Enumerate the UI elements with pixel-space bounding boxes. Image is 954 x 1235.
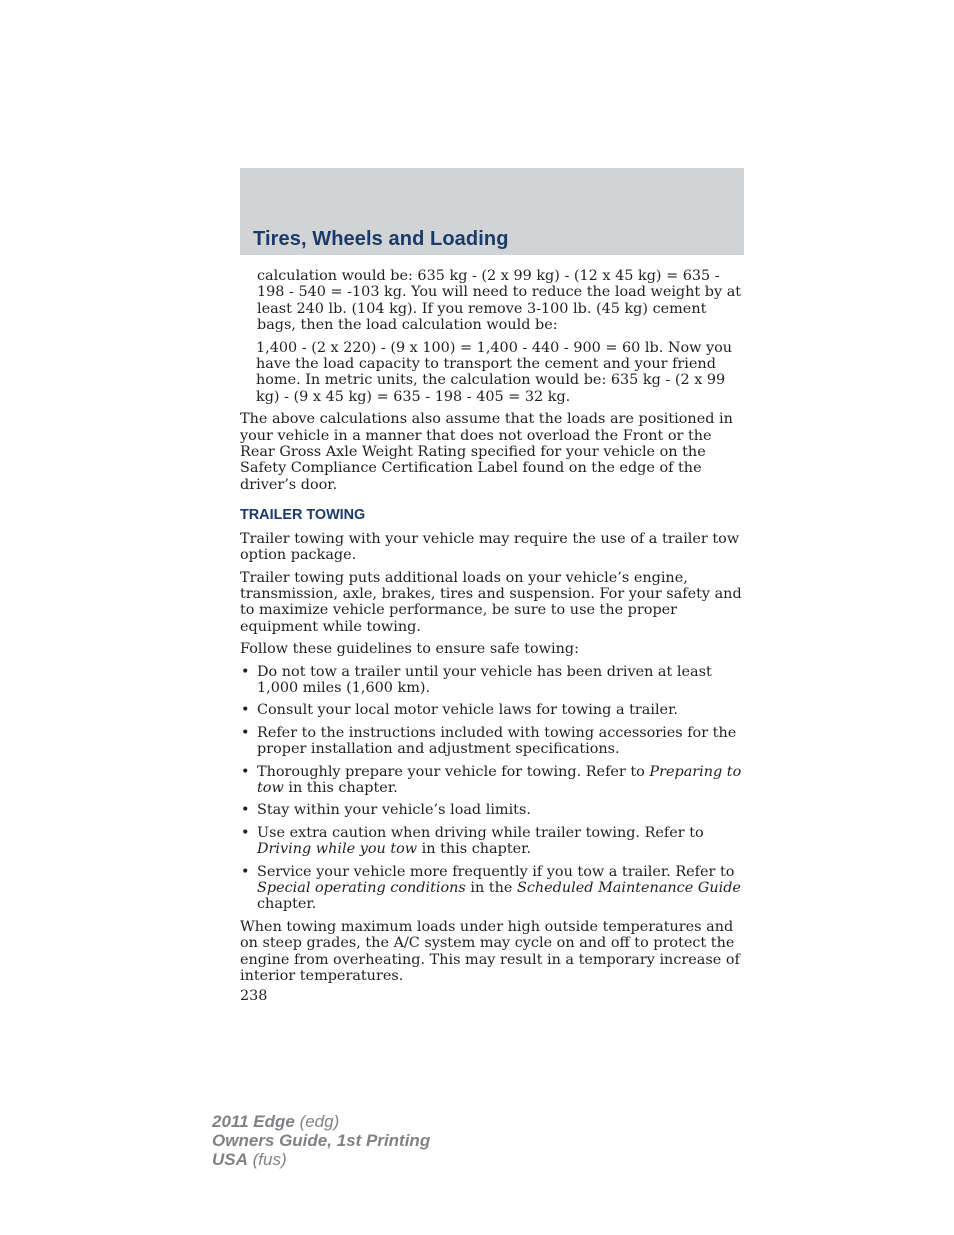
- list-item: [240, 702, 742, 718]
- footer-line-market: [212, 1150, 430, 1169]
- trailer-towing-heading: TRAILER TOWING: [240, 507, 366, 524]
- page-content: [240, 268, 742, 1005]
- guidelines-lead-paragraph: Follow these guidelines to ensure safe towing:: [240, 641, 579, 658]
- list-item: [240, 864, 742, 913]
- bullet-icon: •: [241, 702, 250, 719]
- list-item-text: in this chapter.: [283, 779, 398, 796]
- footer-market: USA: [212, 1150, 248, 1169]
- bullet-icon: •: [241, 802, 250, 819]
- list-item-text: Do not tow a trailer until your vehicle has been driven at least 1,000 miles (1,600 km).: [257, 663, 712, 696]
- cross-reference-driving-while-you-tow: Driving while you tow: [257, 841, 418, 858]
- bullet-icon: •: [241, 763, 250, 780]
- closing-paragraph: When towing maximum loads under high outside temperatures and on steep grades, the A/C system may cycle on and off to protect the engine from overheating. This may result in a temporary increase of interior temperatures.: [240, 918, 740, 985]
- list-item-text: Consult your local motor vehicle laws for towing a trailer.: [257, 702, 678, 719]
- bullet-icon: •: [241, 724, 250, 741]
- cross-reference-preparing-to-tow: Preparing to tow: [257, 763, 742, 796]
- cross-reference-special-operating-conditions: Special operating conditions: [257, 880, 466, 896]
- cross-reference-scheduled-maintenance-guide: Scheduled Maintenance Guide: [516, 880, 741, 896]
- list-item-text: Refer to the instructions included with towing accessories for the proper installation and adjustment specifications.: [257, 724, 737, 758]
- calculation-paragraph-2: 1,400 - (2 x 220) - (9 x 100) = 1,400 - 440 - 900 = 60 lb. Now you have the load capacity to transport the cement and your friend home. In metric units, the calculation would be: 635 kg - (2 x 99 kg) - (9 x 45 kg) = 635 - 198 - 405 = 32 kg.: [256, 339, 733, 405]
- tow-intro-paragraph-1: Trailer towing with your vehicle may require the use of a trailer tow option package.: [240, 530, 740, 564]
- list-item-text: Service your vehicle more frequently if you tow a trailer. Refer to: [257, 863, 735, 880]
- page-number: 238: [240, 988, 268, 1005]
- list-item: [240, 725, 742, 758]
- document-footer: [212, 1112, 430, 1169]
- list-item: [240, 825, 742, 858]
- list-item-text: Stay within your vehicle’s load limits.: [257, 802, 531, 819]
- tow-intro-paragraph-2: Trailer towing puts additional loads on your vehicle’s engine, transmission, axle, brakes, tires and suspension. For your safety and to maximize vehicle performance, be sure to use the proper equipment while towing.: [240, 569, 742, 635]
- list-item: [240, 802, 742, 818]
- footer-model-year: 2011 Edge: [212, 1112, 295, 1131]
- calculation-paragraph-1: calculation would be: 635 kg - (2 x 99 kg) - (12 x 45 kg) = 635 - 198 - 540 = -103 kg. You will need to reduce the load weight by at least 240 lb. (104 kg). If you remove 3-100 lb. (45 kg) cement bags, then the load calculation would be:: [257, 268, 742, 334]
- list-item: [240, 764, 742, 797]
- list-item: [240, 664, 742, 697]
- list-item-text: in the: [465, 880, 517, 896]
- assumption-paragraph: The above calculations also assume that the loads are positioned in your vehicle in a manner that does not overload the Front or the Rear Gross Axle Weight Rating specified for your vehicle on the Safety Compliance Certification Label found on the edge of the driver’s door.: [240, 411, 733, 493]
- section-header-band: [240, 168, 744, 255]
- footer-market-code: (fus): [247, 1150, 287, 1169]
- footer-model-code: (edg): [294, 1112, 340, 1131]
- footer-guide-edition: Owners Guide, 1st Printing: [212, 1131, 431, 1150]
- towing-guidelines-list: [240, 664, 742, 913]
- list-item-text: Use extra caution when driving while trailer towing. Refer to: [257, 824, 704, 841]
- bullet-icon: •: [241, 863, 250, 880]
- bullet-icon: •: [241, 824, 250, 841]
- bullet-icon: •: [241, 663, 250, 680]
- footer-line-guide: [212, 1131, 430, 1150]
- list-item-text: chapter.: [257, 896, 317, 913]
- list-item-text: in this chapter.: [417, 841, 532, 858]
- section-title: Tires, Wheels and Loading: [253, 228, 509, 250]
- footer-line-model: [212, 1112, 430, 1131]
- list-item-text: Thoroughly prepare your vehicle for towing. Refer to: [257, 763, 650, 780]
